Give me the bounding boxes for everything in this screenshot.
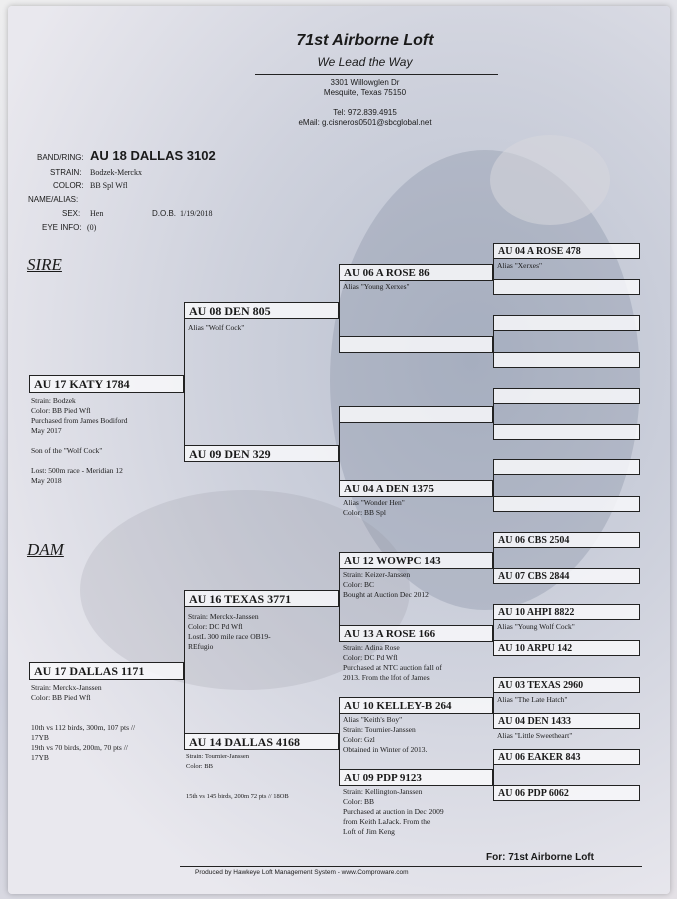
gen4-box-5: [493, 388, 640, 404]
gen3-box-8: AU 09 PDP 9123: [339, 769, 493, 786]
gen4-box-8: [493, 496, 640, 512]
gen3-box-5: AU 12 WOWPC 143: [339, 552, 493, 569]
gen3-box-7: AU 10 KELLEY-B 264: [339, 697, 493, 714]
gen3-box-4: AU 04 A DEN 1375: [339, 480, 493, 497]
pigeon-head-image: [490, 135, 610, 225]
gen4-info-1: Alias "Xerxes": [497, 261, 543, 270]
gen2-info-1: Alias "Wolf Cock": [188, 323, 245, 332]
connector: [339, 705, 340, 777]
gen4-info-11: Alias "Young Wolf Cock": [497, 622, 575, 631]
gen4-box-2: [493, 279, 640, 295]
gen3-box-3: [339, 406, 493, 423]
sire-info: Strain: Bodzek Color: BB Pied Wfl Purchased from James Bodiford May 2017 Son of the "Wolf Cock" Lost: 500m race - Meridian 12 May 2018: [31, 396, 128, 485]
band-label: BAND/RING:: [37, 153, 84, 162]
connector: [184, 604, 185, 742]
email: eMail: g.cisneros0501@sbcglobal.net: [298, 118, 432, 127]
dob-label: D.O.B.: [152, 209, 177, 218]
loft-motto: We Lead the Way: [317, 55, 413, 69]
gen2-box-3: AU 16 TEXAS 3771: [184, 590, 339, 607]
color-label: COLOR:: [53, 181, 84, 190]
gen3-box-2: [339, 336, 493, 353]
strain-label: STRAIN:: [50, 168, 82, 177]
subject-eye-info: (0): [87, 223, 97, 232]
gen3-box-1: AU 06 A ROSE 86: [339, 264, 493, 281]
gen3-info-8: Strain: Kellington-Janssen Color: BB Purchased at auction in Dec 2009 from Keith LaJack. From the Loft of Jim Keng: [343, 787, 444, 836]
gen2-info-4: Strain: Tournier-Janssen Color: BB 15th vs 145 birds, 200m 72 pts // 18OB: [186, 753, 289, 800]
loft-name: 71st Airborne Loft: [296, 32, 434, 49]
gen4-box-4: [493, 352, 640, 368]
address-line-2: Mesquite, Texas 75150: [323, 88, 407, 97]
subject-color: BB Spl Wfl: [90, 181, 128, 190]
sex-label: SEX:: [62, 209, 81, 218]
gen4-box-15: AU 06 EAKER 843: [493, 749, 640, 765]
gen2-box-2: AU 09 DEN 329: [184, 445, 339, 462]
gen3-info-5: Strain: Keizer-Janssen Color: BC Bought at Auction Dec 2012: [343, 570, 429, 599]
dam-band-box: AU 17 DALLAS 1171: [29, 662, 184, 680]
dam-section-label: DAM: [27, 540, 64, 559]
footer-produced: Produced by Hawkeye Loft Management System - www.Comproware.com: [195, 869, 409, 876]
header-rule: [255, 74, 498, 75]
footer-rule: [180, 866, 642, 867]
gen2-info-3: Strain: Merckx-Janssen Color: DC Pd Wfl LostL 300 mile race OB19- REfugio: [188, 612, 271, 651]
gen4-box-12: AU 10 ARPU 142: [493, 640, 640, 656]
gen4-box-1: AU 04 A ROSE 478: [493, 243, 640, 259]
connector: [184, 318, 185, 454]
subject-band: AU 18 DALLAS 3102: [90, 148, 216, 163]
connector: [339, 414, 340, 488]
dam-info: Strain: Merckx-Janssen Color: BB Pied Wfl 10th vs 112 birds, 300m, 107 pts // 17YB 19th vs 70 birds, 200m, 70 pts // 17YB: [31, 683, 136, 762]
sire-section-label: SIRE: [27, 255, 62, 274]
gen2-box-4: AU 14 DALLAS 4168: [184, 733, 339, 750]
gen4-box-3: [493, 315, 640, 331]
gen4-box-10: AU 07 CBS 2844: [493, 568, 640, 584]
connector: [339, 270, 340, 345]
gen3-box-6: AU 13 A ROSE 166: [339, 625, 493, 642]
gen3-info-7: Alias "Keith's Boy" Strain: Tournier-Janssen Color: Gzl Obtained in Winter of 2013.: [343, 715, 428, 754]
address-line-1: 3301 Willowglen Dr: [330, 78, 400, 87]
sire-band-box: AU 17 KATY 1784: [29, 375, 184, 393]
name-alias-label: NAME/ALIAS:: [28, 195, 79, 204]
gen4-info-14: Alias "Little Sweetheart": [497, 731, 573, 740]
subject-strain: Bodzek-Merckx: [90, 168, 142, 177]
gen3-info-1: Alias "Young Xerxes": [343, 282, 410, 291]
gen2-box-1: AU 08 DEN 805: [184, 302, 339, 319]
gen4-box-16: AU 06 PDP 6062: [493, 785, 640, 801]
eye-info-label: EYE INFO:: [42, 223, 82, 232]
connector: [339, 558, 340, 633]
gen4-box-6: [493, 424, 640, 440]
gen3-info-6: Strain: Adina Rose Color: DC Pd Wfl Purchased at NTC auction fall of 2013. From the lfot of James: [343, 643, 442, 682]
subject-dob: 1/19/2018: [180, 209, 213, 218]
gen4-box-14: AU 04 DEN 1433: [493, 713, 640, 729]
gen4-box-9: AU 06 CBS 2504: [493, 532, 640, 548]
gen4-box-13: AU 03 TEXAS 2960: [493, 677, 640, 693]
gen4-info-13: Alias "The Late Hatch": [497, 695, 568, 704]
telephone: Tel: 972.839.4915: [333, 108, 397, 117]
gen3-info-4: Alias "Wonder Hen" Color: BB Spl: [343, 498, 405, 517]
subject-sex: Hen: [90, 209, 104, 218]
gen4-box-7: [493, 459, 640, 475]
footer-for: For: 71st Airborne Loft: [486, 852, 594, 863]
gen4-box-11: AU 10 AHPI 8822: [493, 604, 640, 620]
